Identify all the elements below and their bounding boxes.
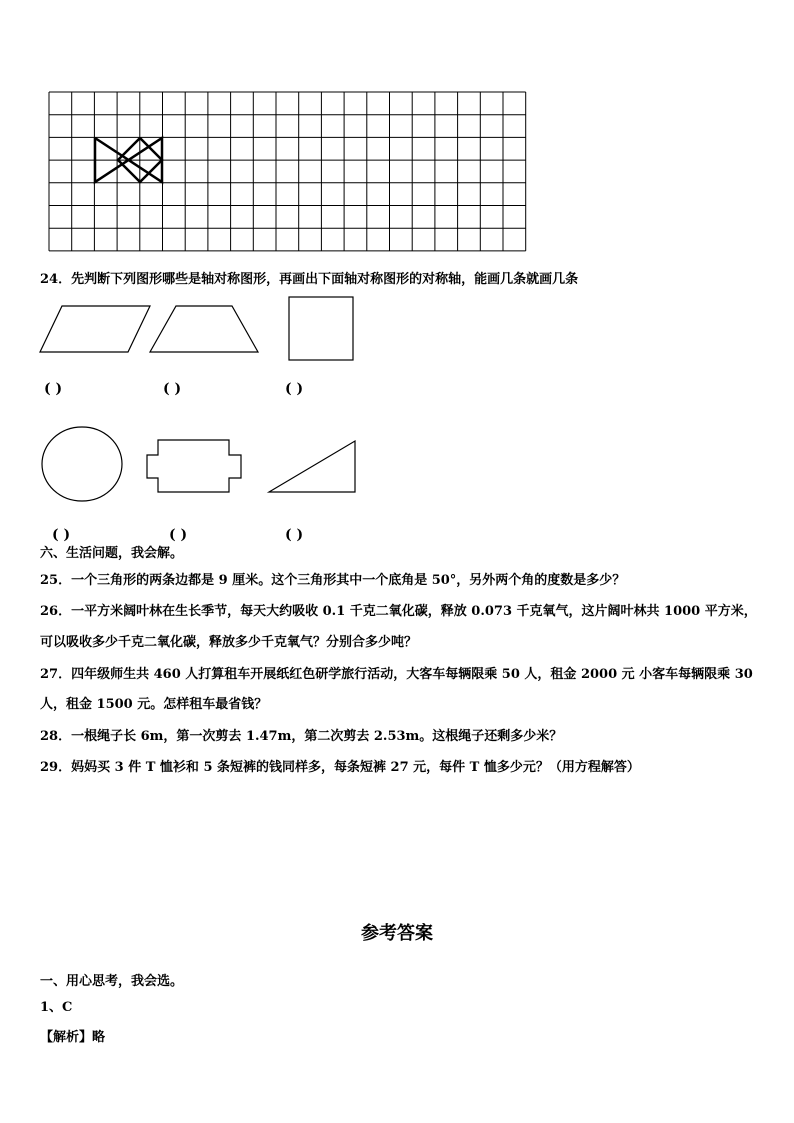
- problem-29: 29．妈妈买 3 件 T 恤衫和 5 条短裤的钱同样多，每条短裤 27 元，每件 T 恤多少元？（用方程解答）: [40, 760, 640, 775]
- notched-rectangle-shape: [147, 440, 241, 492]
- problem-25: 25．一个三角形的两条边都是 9 厘米。这个三角形其中一个底角是 50°，另外两个角的度数是多少？: [40, 573, 626, 588]
- problem-27-line-2: 人，租金 1500 元。怎样租车最省钱？: [40, 697, 268, 712]
- problem-26-line-1: 26．一平方米阔叶林在生长季节，每天大约吸收 0.1 千克二氧化碳，释放 0.073 千克氧气，这片阔叶林共 1000 平方米，: [40, 604, 757, 619]
- problem-27-line-1: 27．四年级师生共 460 人打算租车开展纸红色研学旅行活动，大客车每辆限乘 50 人，租金 2000 元 小客车每辆限乘 30: [40, 667, 753, 682]
- answer-item-1: 1、C: [40, 1000, 73, 1015]
- answer-blank-2[interactable]: ( ): [163, 381, 182, 397]
- answer-blank-3[interactable]: ( ): [285, 381, 304, 397]
- rectangle-shape: [289, 297, 353, 360]
- answers-section-1: 一、用心思考，我会选。: [40, 974, 184, 989]
- answer-blank-4[interactable]: ( ): [52, 527, 71, 543]
- answer-analysis: 【解析】略: [40, 1030, 106, 1045]
- answer-blank-5[interactable]: ( ): [169, 527, 188, 543]
- problem-28: 28．一根绳子长 6m，第一次剪去 1.47m，第二次剪去 2.53m。这根绳子还剩多少米？: [40, 729, 563, 744]
- answers-title: 参考答案: [361, 923, 433, 944]
- question-24: 24．先判断下列图形哪些是轴对称图形，再画出下面轴对称图形的对称轴，能画几条就画几条: [40, 272, 579, 287]
- answer-blank-6[interactable]: ( ): [285, 527, 304, 543]
- trapezoid-shape: [150, 306, 258, 352]
- problem-26-line-2: 可以吸收多少千克二氧化碳，释放多少千克氧气？分别合多少吨？: [40, 635, 418, 650]
- circle-shape: [42, 427, 122, 501]
- right-triangle-shape: [269, 441, 355, 492]
- section-6-heading: 六、生活问题，我会解。: [40, 546, 184, 561]
- answer-blank-1[interactable]: ( ): [44, 381, 63, 397]
